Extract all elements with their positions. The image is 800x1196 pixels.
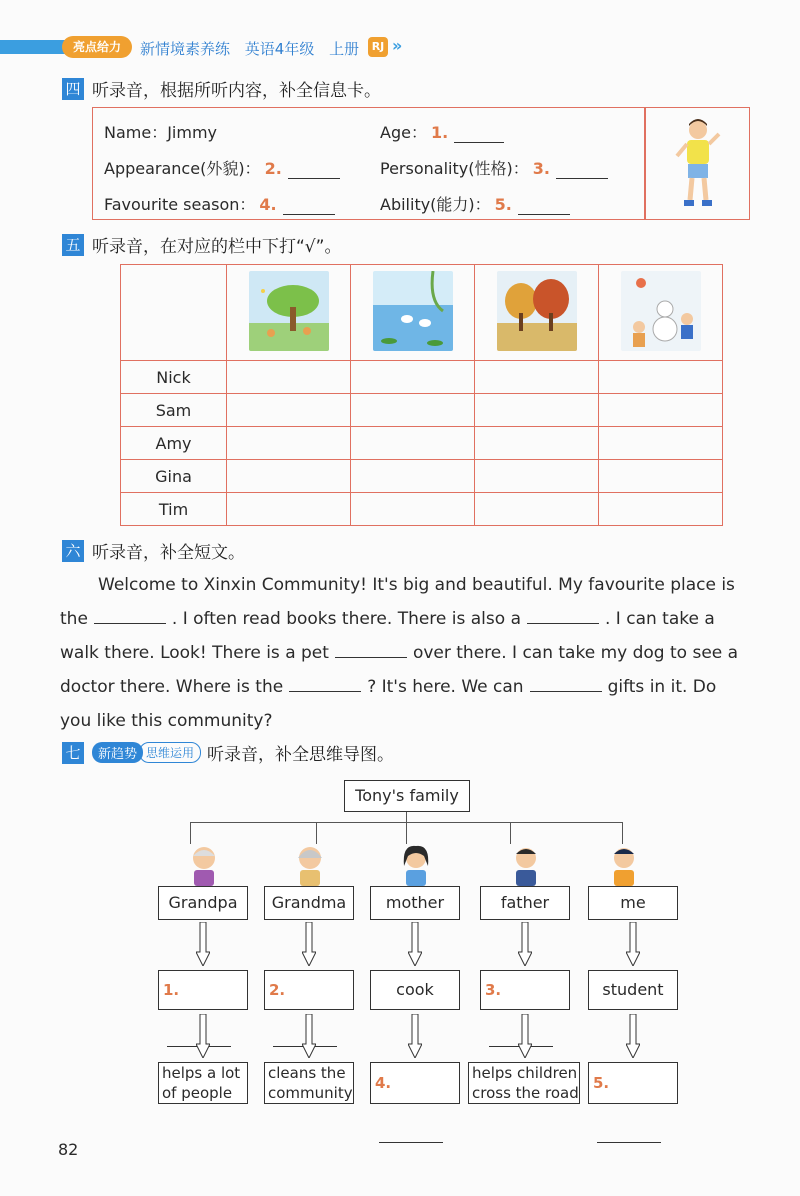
section-6-title: 六 听录音，补全短文。 [62, 538, 245, 563]
passage-blank[interactable] [94, 606, 166, 624]
arrow-down-icon [626, 922, 640, 966]
season-field: Favourite season： 4. [104, 192, 335, 215]
personality-blank[interactable] [556, 178, 608, 179]
double-chevron-icon: » [392, 36, 403, 55]
age-field: Age： 1. [380, 120, 504, 143]
passage [60, 568, 754, 738]
section-number: 五 [62, 234, 84, 256]
mother-avatar [398, 842, 434, 886]
section-5-title: 五 听录音，在对应的栏中下打“√”。 [62, 232, 341, 257]
passage-line: Welcome to Xinxin Community! It's big and beautiful. My favourite place is [98, 575, 735, 595]
section-number: 七 [62, 742, 84, 764]
table-row: Tim [121, 493, 723, 526]
table-row: Gina [121, 460, 723, 493]
section-number: 四 [62, 78, 84, 100]
member-box-me: me [588, 886, 678, 920]
connector-line [510, 822, 511, 844]
spring-tree-picture [249, 271, 329, 351]
mindmap-root: Tony's family [344, 780, 470, 812]
age-blank[interactable] [454, 142, 504, 143]
appearance-field: Appearance(外貌)： 2. [104, 156, 340, 179]
arrow-down-icon [196, 922, 210, 966]
trend-tag: 新趋势 [92, 742, 143, 763]
duty-box-father: helps children cross the road [468, 1062, 580, 1104]
passage-line: you like this community? [60, 711, 273, 731]
table-header-row [121, 265, 723, 361]
duty-blank-4[interactable]: 4. [370, 1062, 460, 1104]
edition-badge: RJ [368, 37, 388, 57]
header-badge: 亮点给力 [62, 36, 132, 58]
passage-line: the . I often read books there. There is also a . I can take a [60, 602, 754, 636]
header-subject: 英语4年级 [244, 40, 315, 58]
arrow-down-icon [518, 922, 532, 966]
arrow-down-icon [302, 922, 316, 966]
table-row: Nick [121, 361, 723, 394]
member-box-mother: mother [370, 886, 460, 920]
autumn-trees-picture [497, 271, 577, 351]
page-number: 82 [58, 1140, 79, 1159]
table-row: Amy [121, 427, 723, 460]
job-blank-2[interactable]: 2. [264, 970, 354, 1010]
summer-lake-picture [373, 271, 453, 351]
card-divider [644, 107, 646, 220]
winter-snowman-picture [621, 271, 701, 351]
name-field: Name：Jimmy [104, 123, 218, 142]
member-box-father: father [480, 886, 570, 920]
ability-field: Ability(能力)： 5. [380, 192, 570, 215]
passage-blank[interactable] [527, 606, 599, 624]
boy-illustration [668, 116, 728, 212]
duty-box-grandpa: helps a lot of people [158, 1062, 248, 1104]
job-blank-3[interactable]: 3. [480, 970, 570, 1010]
thinking-tag: 思维运用 [139, 742, 201, 763]
header-series: 新情境素养练 [140, 40, 231, 58]
duty-blank-5[interactable]: 5. [588, 1062, 678, 1104]
passage-blank[interactable] [335, 640, 407, 658]
connector-line [406, 822, 407, 844]
header-volume: 上册 [329, 40, 360, 58]
connector-line [316, 822, 317, 844]
job-box-me: student [588, 970, 678, 1010]
arrow-down-icon [626, 1014, 640, 1058]
duty-box-grandma: cleans the community [264, 1062, 354, 1104]
section-7-title: 七 新趋势 思维运用 听录音，补全思维导图。 [62, 740, 394, 765]
ability-blank[interactable] [518, 214, 570, 215]
arrow-down-icon [302, 1014, 316, 1058]
table-row: Sam [121, 394, 723, 427]
section-number: 六 [62, 540, 84, 562]
section-4-title: 四 听录音，根据所听内容，补全信息卡。 [62, 76, 381, 101]
connector-line [406, 812, 407, 822]
header-title [140, 38, 369, 59]
job-box-mother: cook [370, 970, 460, 1010]
grandpa-avatar [186, 842, 222, 886]
father-avatar [508, 842, 544, 886]
passage-blank[interactable] [530, 674, 602, 692]
arrow-down-icon [408, 1014, 422, 1058]
member-box-grandma: Grandma [264, 886, 354, 920]
grandma-avatar [292, 842, 328, 886]
connector-line [190, 822, 191, 844]
arrow-down-icon [408, 922, 422, 966]
arrow-down-icon [196, 1014, 210, 1058]
passage-line: doctor there. Where is the ? It's here. We can gifts in it. Do [60, 670, 754, 704]
passage-blank[interactable] [289, 674, 361, 692]
me-avatar [606, 842, 642, 886]
season-table [120, 264, 723, 526]
connector-line [622, 822, 623, 844]
job-blank-1[interactable]: 1. [158, 970, 248, 1010]
personality-field: Personality(性格)： 3. [380, 156, 608, 179]
arrow-down-icon [518, 1014, 532, 1058]
passage-line: walk there. Look! There is a pet over there. I can take my dog to see a [60, 636, 754, 670]
season-blank[interactable] [283, 214, 335, 215]
member-box-grandpa: Grandpa [158, 886, 248, 920]
appearance-blank[interactable] [288, 178, 340, 179]
